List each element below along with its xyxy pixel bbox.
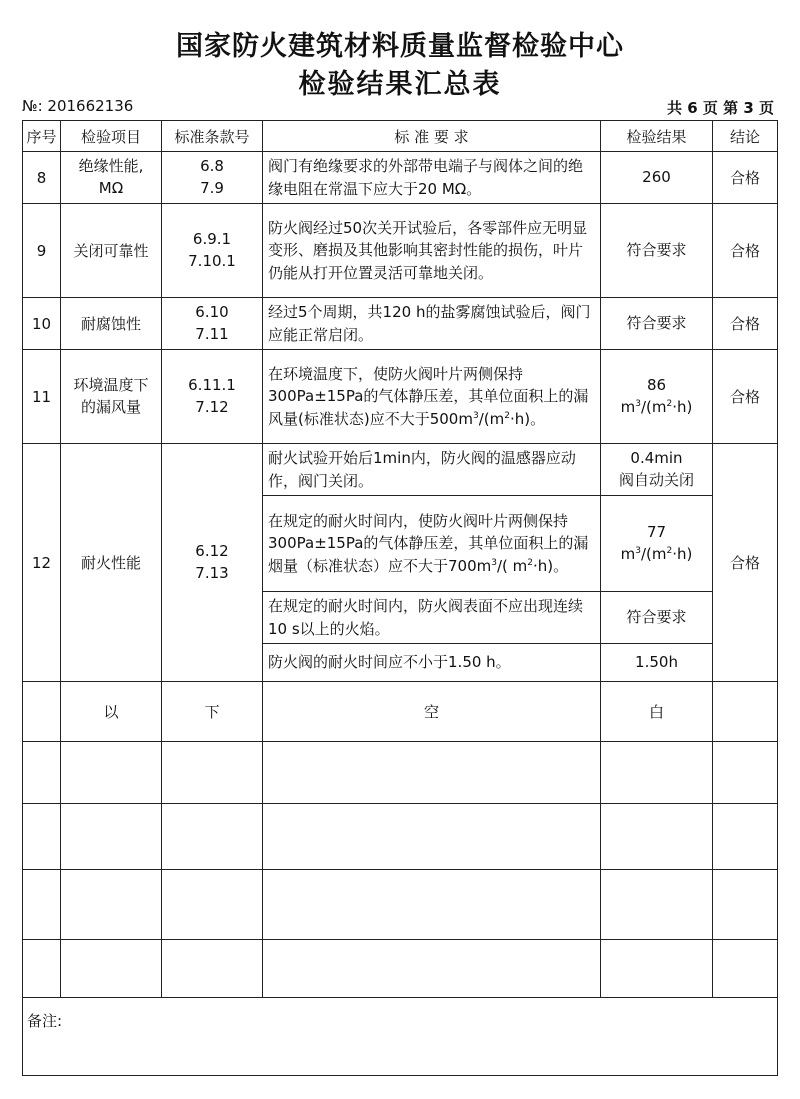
empty-cell (601, 742, 713, 804)
col-header-requirement: 标 准 要 求 (263, 121, 601, 152)
empty-cell (162, 804, 263, 870)
clause-line: 7.13 (195, 563, 229, 582)
test-item: 耐火性能 (61, 444, 162, 682)
center-title: 国家防火建筑材料质量监督检验中心 (176, 31, 624, 62)
col-header-result: 检验结果 (601, 121, 713, 152)
conclusion: 合格 (713, 204, 778, 298)
conclusion: 合格 (713, 350, 778, 444)
col-header-item: 检验项目 (61, 121, 162, 152)
blank-marker-char: 以 (61, 682, 162, 742)
superscript: 2 (527, 557, 534, 568)
page-info: 共 6 页 第 3 页 (667, 99, 774, 117)
superscript: 3 (472, 410, 479, 421)
empty-cell (23, 870, 61, 940)
unit-text: m (620, 544, 636, 563)
requirement (263, 496, 601, 592)
table-row (23, 152, 778, 204)
empty-cell (61, 742, 162, 804)
clause-line: 6.11.1 (188, 375, 236, 394)
requirement: 防火阀经过50次关开试验后，各零部件应无明显变形、磨损及其他影响其密封性能的损伤，叶片仍能从打开位置灵活可靠地关闭。 (263, 204, 601, 298)
standard-clause (162, 444, 263, 682)
clause-line: 7.10.1 (188, 251, 236, 270)
test-result: 260 (601, 152, 713, 204)
empty-cell (263, 804, 601, 870)
requirement: 防火阀的耐火时间应不小于1.50 h。 (263, 644, 601, 682)
result-value: 77 (646, 522, 667, 541)
clause-line: 6.12 (195, 541, 229, 560)
empty-row (23, 870, 778, 940)
unit-text: /(m (640, 544, 667, 563)
empty-cell (263, 870, 601, 940)
row-number: 12 (23, 444, 61, 682)
empty-cell (263, 940, 601, 998)
superscript: 3 (635, 398, 641, 409)
test-result (601, 350, 713, 444)
result-line: 0.4min (630, 448, 683, 467)
result-value: 86 (646, 375, 667, 394)
clause-line: 7.12 (195, 397, 229, 416)
empty-cell (23, 940, 61, 998)
empty-row (23, 742, 778, 804)
unit-text: /(m (478, 409, 505, 428)
empty-cell (601, 804, 713, 870)
remarks-row (23, 998, 778, 1076)
test-result: 符合要求 (601, 298, 713, 350)
empty-row (23, 940, 778, 998)
test-result (601, 444, 713, 496)
standard-clause (162, 152, 263, 204)
unit-text: /( m (496, 556, 528, 575)
row-number: 10 (23, 298, 61, 350)
requirement (263, 350, 601, 444)
result-unit (601, 397, 712, 419)
test-result: 1.50h (601, 644, 713, 682)
requirement-text: 在环境温度下，使防火阀叶片两侧保持300Pa±15Pa的气体静压差，其单位面积上的漏风量(标准状态)应不大于500m (268, 364, 589, 428)
test-item: 耐腐蚀性 (61, 298, 162, 350)
blank-marker-char: 空 (263, 682, 601, 742)
test-item-line: 环境温度下 (73, 375, 149, 394)
empty-cell (23, 804, 61, 870)
table-header-row (23, 121, 778, 152)
test-item (61, 152, 162, 204)
table-row (23, 444, 778, 496)
requirement: 在规定的耐火时间内，防火阀表面不应出现连续10 s以上的火焰。 (263, 592, 601, 644)
col-header-conclusion: 结论 (713, 121, 778, 152)
test-item-line: 的漏风量 (80, 397, 141, 416)
clause-line: 7.11 (195, 324, 229, 343)
unit-text: ·h)。 (509, 409, 546, 428)
empty-cell (162, 870, 263, 940)
superscript: 2 (666, 545, 673, 556)
blank-marker-row (23, 682, 778, 742)
empty-cell (601, 870, 713, 940)
superscript: 2 (666, 398, 673, 409)
empty-cell (61, 804, 162, 870)
report-number: №: 201662136 (22, 97, 134, 115)
result-line: 阀自动关闭 (618, 470, 694, 489)
standard-clause (162, 350, 263, 444)
table-row (23, 350, 778, 444)
unit-text: ·h) (672, 544, 693, 563)
row-number: 9 (23, 204, 61, 298)
test-result: 符合要求 (601, 592, 713, 644)
test-item: 关闭可靠性 (61, 204, 162, 298)
col-header-clause: 标准条款号 (162, 121, 263, 152)
test-result (601, 496, 713, 592)
test-item (61, 350, 162, 444)
empty-cell (23, 742, 61, 804)
empty-row (23, 804, 778, 870)
empty-cell (263, 742, 601, 804)
remarks-label: 备注: (23, 998, 778, 1076)
unit-text: ·h)。 (533, 556, 569, 575)
empty-cell (162, 742, 263, 804)
test-item-line: MΩ (98, 178, 124, 197)
empty-cell (61, 940, 162, 998)
unit-text: /(m (640, 397, 667, 416)
test-item-line: 绝缘性能, (78, 156, 144, 175)
empty-cell (23, 682, 61, 742)
empty-cell (713, 804, 778, 870)
requirement: 耐火试验开始后1min内，防火阀的温感器应动作，阀门关闭。 (263, 444, 601, 496)
clause-line: 6.10 (195, 302, 229, 321)
test-result: 符合要求 (601, 204, 713, 298)
superscript: 2 (504, 410, 510, 421)
result-unit (601, 544, 712, 566)
clause-line: 7.9 (200, 178, 224, 197)
conclusion: 合格 (713, 444, 778, 682)
empty-cell (601, 940, 713, 998)
table-row (23, 298, 778, 350)
row-number: 11 (23, 350, 61, 444)
standard-clause (162, 204, 263, 298)
report-title: 检验结果汇总表 (298, 69, 502, 100)
table-row (23, 204, 778, 298)
blank-marker-char: 白 (601, 682, 713, 742)
empty-cell (61, 870, 162, 940)
row-number: 8 (23, 152, 61, 204)
clause-line: 6.8 (200, 156, 224, 175)
empty-cell (713, 940, 778, 998)
conclusion: 合格 (713, 152, 778, 204)
empty-cell (713, 682, 778, 742)
requirement: 经过5个周期，共120 h的盐雾腐蚀试验后，阀门应能正常启闭。 (263, 298, 601, 350)
superscript: 3 (491, 557, 497, 568)
standard-clause (162, 298, 263, 350)
col-header-no: 序号 (23, 121, 61, 152)
unit-text: ·h) (672, 397, 693, 416)
requirement-text: 在规定的耐火时间内，使防火阀叶片两侧保持300Pa±15Pa的气体静压差，其单位面积上的漏烟量（标准状态）应不大于700m (268, 511, 589, 575)
conclusion: 合格 (713, 298, 778, 350)
requirement: 阀门有绝缘要求的外部带电端子与阀体之间的绝缘电阻在常温下应大于20 MΩ。 (263, 152, 601, 204)
superscript: 3 (635, 545, 641, 556)
empty-cell (713, 742, 778, 804)
clause-line: 6.9.1 (192, 229, 232, 248)
results-table (22, 120, 778, 1076)
empty-cell (713, 870, 778, 940)
empty-cell (162, 940, 263, 998)
blank-marker-char: 下 (162, 682, 263, 742)
unit-text: m (620, 397, 636, 416)
